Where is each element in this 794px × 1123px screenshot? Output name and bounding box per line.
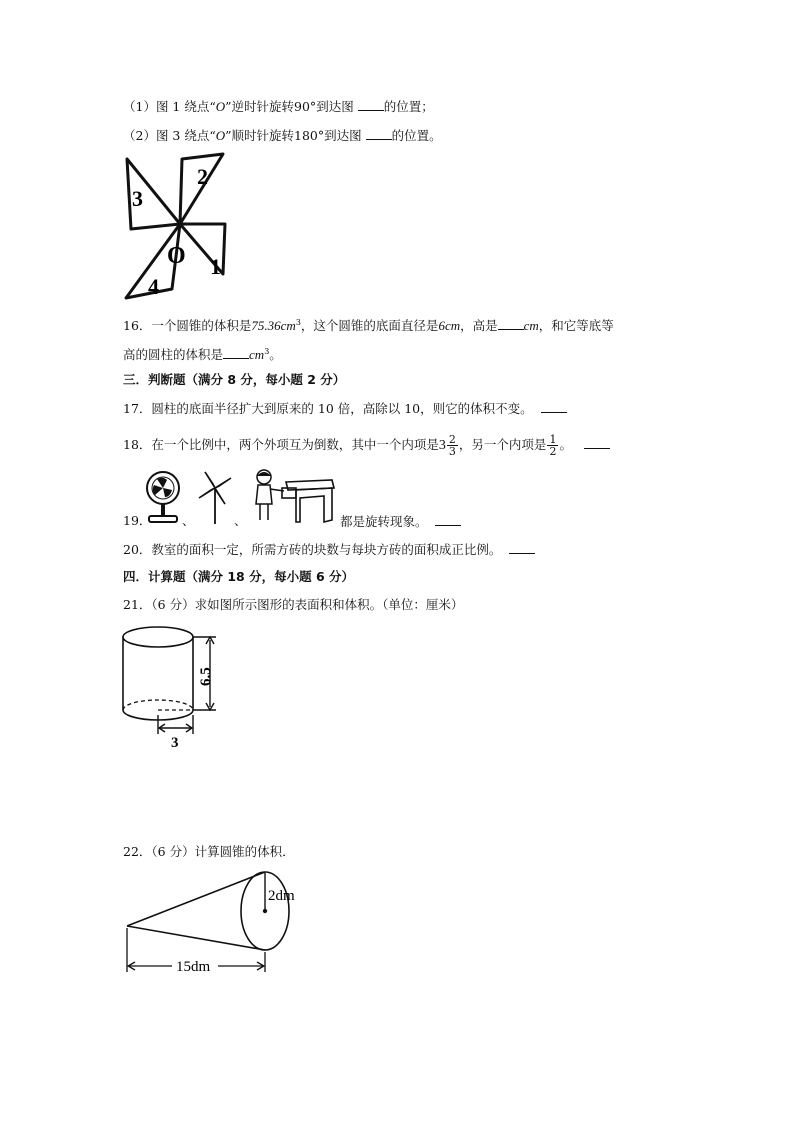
answer-blank[interactable] [584,436,610,449]
answer-blank[interactable] [541,400,567,413]
fraction: $\frac{2}{3}$ [448,433,456,458]
q16-line2: 高的圆柱的体积是 $cm^3$。 [123,347,282,363]
cone-radius-label: 2dm [268,888,295,904]
cone-length-label: 15dm [176,959,211,975]
q17: 17．圆柱的底面半径扩大到原来的 10 倍，高除以 10，则它的体积不变。 [123,400,567,417]
q16-line1: 16．一个圆锥的体积是$75.36cm^3$，这个圆锥的底面直径是6cm，高是 cm，和它等底等 [123,318,614,334]
q19-sep2: 、 [234,513,247,528]
q15-part1: （1）图 1 绕点“O”逆时针旋转90°到达图 的位置； [123,99,434,114]
pinwheel-label-2: 2 [197,164,208,189]
pinwheel-figure [120,152,230,302]
fraction: $\frac{1}{2}$ [549,433,557,458]
answer-blank[interactable] [509,541,535,554]
pinwheel-center-o: O [167,243,186,269]
cone-figure [120,862,310,980]
answer-blank[interactable] [435,513,461,526]
q20: 20．教室的面积一定，所需方砖的块数与每块方砖的面积成正比例。 [123,541,535,558]
pinwheel-label-1: 1 [210,254,221,279]
cylinder-height-label: 6.5 [198,667,214,686]
q22-text: 22．（6 分）计算圆锥的体积． [123,844,295,859]
section-3-heading: 三．判断题（满分 8 分，每小题 2 分） [123,372,346,387]
q19: 19． [123,513,152,528]
pinwheel-label-4: 4 [148,274,159,299]
q19-sep1: 、 [182,513,195,528]
girl-drawer-image [248,468,338,526]
q21-text: 21．（6 分）求如图所示图形的表面积和体积。（单位：厘米） [123,597,464,612]
q18: 18．在一个比例中，两个外项互为倒数，其中一个内项是3 $\frac{2}{3}$ ，另一个内项是 $\frac{1}{2}$ 。 [123,434,610,457]
answer-blank[interactable] [223,346,249,359]
q19-text: 都是旋转现象。 [340,513,461,530]
section-4-heading: 四．计算题（满分 18 分，每小题 6 分） [123,569,355,584]
answer-blank[interactable] [498,317,524,330]
cylinder-radius-label: 3 [171,735,179,751]
answer-blank[interactable] [366,127,392,140]
pinwheel-label-3: 3 [132,186,143,211]
cylinder-figure [118,622,228,750]
pinwheel-toy-image [197,470,237,525]
answer-blank[interactable] [358,98,384,111]
q15-part2: （2）图 3 绕点“O”顺时针旋转180°到达图 的位置。 [123,128,442,143]
